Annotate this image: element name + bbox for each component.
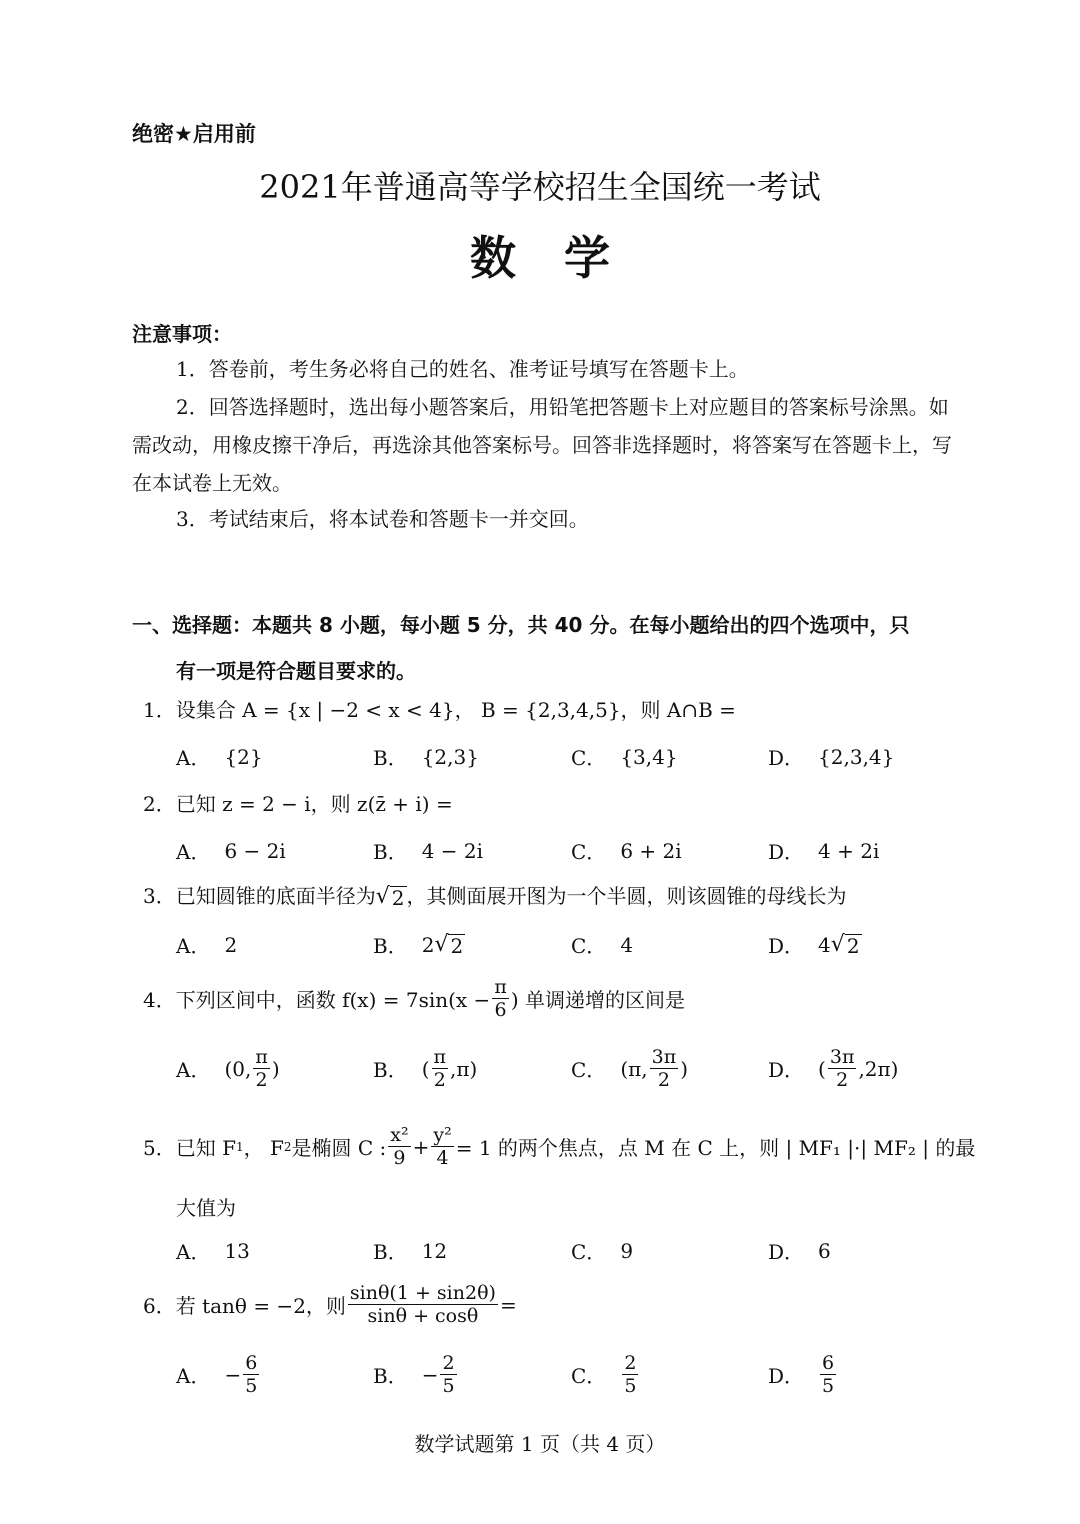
radicand: 2 [846,934,860,958]
q2-option-d [768,836,879,865]
option-label: A． [176,1364,211,1388]
stem-text: ，其侧面展开图为一个半圆，则该圆锥的母线长为 [406,884,847,908]
numerator: 3π [829,1046,855,1068]
q3-option-d [768,930,862,959]
fraction [492,976,509,1021]
option-label: D． [768,840,805,864]
q1-option-b [373,742,479,771]
fraction [253,1046,270,1091]
stem-text: 6．若 tanθ = −2，则 [143,1294,346,1318]
subscript: 2 [283,1139,292,1154]
sqrt-expression: √ 2 [375,884,405,910]
q6-option-b [373,1352,459,1397]
q5-option-d [768,1236,831,1265]
option-label: A． [176,840,211,864]
option-label: A． [176,1058,211,1082]
q5-option-a [176,1236,250,1265]
option-label: A． [176,934,211,958]
q6-option-c [571,1352,640,1397]
fraction [432,1046,449,1091]
option-sign: − [224,1362,242,1387]
page-footer: 数学试题第 1 页（共 4 页） [414,1432,666,1456]
option-text: 2 [224,932,238,957]
note-item: 2．回答选择题时，选出每小题答案后，用铅笔把答题卡上对应题目的答案标号涂黑。如需改动，用橡皮擦干净后，再选涂其他答案标号。回答非选择题时，将答案写在答题卡上，写在本试卷上无效。 [132,395,952,495]
fraction [348,1282,498,1327]
option-text: ,2π) [858,1056,899,1081]
radicand: 2 [450,934,464,958]
option-text: 6 − 2i [224,838,286,863]
option-label: B． [373,934,408,958]
numerator: 6 [245,1352,258,1374]
denominator: 5 [442,1375,455,1397]
option-label: B． [373,1240,408,1264]
numerator: π [255,1046,268,1068]
stem-text: 是椭圆 C : [291,1136,387,1160]
sqrt-expression: √ 2 [830,932,860,958]
option-label: D． [768,1058,805,1082]
option-coef: 2 [421,932,435,957]
option-label: C． [571,1364,607,1388]
option-text: {3,4} [620,744,678,769]
subject-title: 数学 [470,231,658,285]
q4-option-a [176,1046,280,1091]
notes-heading: 注意事项： [132,322,232,346]
note-item: 1．答卷前，考生务必将自己的姓名、准考证号填写在答题卡上。 [176,357,749,381]
section-line2: 有一项是符合题目要求的。 [176,659,416,683]
option-label: D． [768,934,805,958]
option-label: B． [373,840,408,864]
q3-option-a [176,930,237,959]
question-5-stem [143,1124,975,1169]
denominator: 6 [494,999,507,1021]
q3-option-c [571,930,633,959]
question-1-stem: 1．设集合 A = {x | −2 < x < 4}， B = {2,3,4,5}，则 A∩B = [143,698,736,722]
option-label: C． [571,746,607,770]
option-text: ) [680,1056,689,1081]
option-text: 4 [620,932,634,957]
option-label: C． [571,1058,607,1082]
fraction [431,1124,453,1169]
section-prefix: 一、 [132,613,172,637]
option-text: ,π) [450,1056,478,1081]
fraction [440,1352,456,1397]
q1-option-c [571,742,678,771]
option-label: D． [768,1364,805,1388]
note-item: 3．考试结束后，将本试卷和答题卡一并交回。 [176,507,589,531]
denominator: 5 [624,1375,637,1397]
option-text: (0, [224,1056,252,1081]
q4-option-d [768,1046,898,1091]
option-text: ( [818,1056,826,1081]
option-label: C． [571,1240,607,1264]
denominator: 5 [245,1375,258,1397]
q6-option-a [176,1352,261,1397]
stem-text: 3．已知圆锥的底面半径为 [143,884,376,908]
option-text: ( [421,1056,430,1081]
option-label: D． [768,1240,805,1264]
fraction [388,1124,410,1169]
option-label: B． [373,1364,408,1388]
option-label: D． [768,746,805,770]
numerator: y² [433,1124,452,1146]
radicand: 2 [391,886,405,910]
q4-option-b [373,1046,477,1091]
option-text: 6 + 2i [620,838,682,863]
confidential-mark: 绝密★启用前 [132,122,256,146]
denominator: 2 [255,1069,268,1091]
q5-option-b [373,1236,447,1265]
option-text: ) [271,1056,280,1081]
option-sign: − [421,1362,439,1387]
fraction [828,1046,857,1091]
stem-text: = 1 的两个焦点，点 M 在 C 上，则 | MF₁ |·| MF₂ | 的最 [455,1136,976,1160]
option-label: A． [176,1240,211,1264]
q1-option-a [176,742,263,771]
fraction [650,1046,679,1091]
question-2-stem: 2．已知 z = 2 − i，则 z(z̄ + i) = [143,792,453,816]
denominator: 9 [393,1147,406,1169]
option-coef: 4 [818,932,831,957]
subscript: 1 [235,1139,244,1154]
operator: + [412,1134,430,1159]
denominator: 2 [836,1069,849,1091]
q3-option-b [373,930,465,959]
stem-text: ， F [243,1136,284,1160]
question-6-stem [143,1282,517,1327]
denominator: 5 [822,1375,835,1397]
option-text: 9 [620,1238,634,1263]
exam-title: 2021年普通高等学校招生全国统一考试 [259,168,821,206]
numerator: sinθ(1 + sin2θ) [349,1282,496,1304]
stem-text: 5．已知 F [143,1136,236,1160]
section-line1: 选择题：本题共 8 小题，每小题 5 分，共 40 分。在每小题给出的四个选项中，只 [172,613,910,637]
stem-text: ) 单调递增的区间是 [510,988,685,1012]
fraction [820,1352,836,1397]
option-text: 4 + 2i [818,838,880,863]
numerator: 6 [822,1352,835,1374]
stem-text: 4．下列区间中，函数 f(x) = 7sin(x − [143,988,491,1012]
option-label: C． [571,934,607,958]
option-text: 13 [224,1238,250,1263]
section-heading [132,602,968,694]
option-text: 12 [421,1238,448,1263]
q2-option-b [373,836,483,865]
option-label: A． [176,746,211,770]
question-5-stem-line2: 大值为 [176,1196,236,1220]
numerator: 3π [651,1046,677,1068]
q4-option-c [571,1046,688,1091]
option-text: {2} [224,744,263,769]
denominator: 2 [657,1069,670,1091]
numerator: 2 [442,1352,455,1374]
q1-option-d [768,742,894,771]
numerator: π [494,976,507,998]
stem-text: = [499,1292,517,1317]
denominator: 2 [433,1069,446,1091]
option-text: {2,3,4} [818,744,895,769]
q2-option-a [176,836,286,865]
sqrt-expression: √ 2 [434,932,464,958]
option-text: 6 [818,1238,831,1263]
numerator: 2 [624,1352,637,1374]
option-label: C． [571,840,607,864]
q5-option-c [571,1236,633,1265]
option-text: {2,3} [421,744,479,769]
fraction [243,1352,259,1397]
question-3-stem [143,880,847,909]
denominator: 4 [436,1147,449,1169]
fraction [622,1352,638,1397]
option-label: B． [373,746,408,770]
numerator: x² [390,1124,409,1146]
option-label: B． [373,1058,408,1082]
option-text: (π, [620,1056,648,1081]
question-4-stem [143,976,685,1021]
numerator: π [433,1046,447,1068]
q2-option-c [571,836,682,865]
option-text: 4 − 2i [421,838,484,863]
q6-option-d [768,1352,838,1397]
denominator: sinθ + cosθ [367,1305,479,1327]
